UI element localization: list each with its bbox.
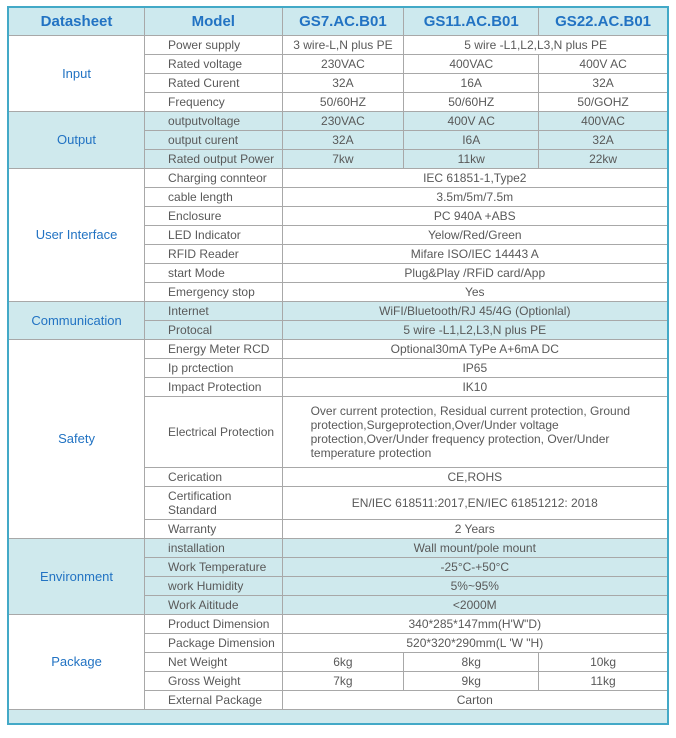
row-label: output curent: [145, 131, 283, 150]
row-label: installation: [145, 539, 283, 558]
row-label: Product Dimension: [145, 615, 283, 634]
spec-value: IP65: [282, 359, 667, 378]
row-label: Gross Weight: [145, 672, 283, 691]
spec-value: 50/GOHZ: [539, 93, 667, 112]
spec-value: 400V AC: [404, 112, 539, 131]
row-label: Frequency: [145, 93, 283, 112]
row-label: Certification Standard: [145, 487, 283, 520]
section-label-safety: Safety: [9, 340, 145, 539]
row-label: cable length: [145, 188, 283, 207]
spec-value: IEC 61851-1,Type2: [282, 169, 667, 188]
spec-row-charging-connteor: [9, 169, 667, 188]
row-label: Cerication: [145, 468, 283, 487]
spec-value: CE,ROHS: [282, 468, 667, 487]
row-label: outputvoltage: [145, 112, 283, 131]
spec-value: 400VAC: [404, 55, 539, 74]
spec-value: Mifare ISO/IEC 14443 A: [282, 245, 667, 264]
spec-value: 400VAC: [539, 112, 667, 131]
spec-row-product-dimension: [9, 615, 667, 634]
spec-value: 10kg: [539, 653, 667, 672]
spec-value: 6kg: [282, 653, 404, 672]
row-label: Power supply: [145, 36, 283, 55]
spec-value: 340*285*147mm(H'W"D): [282, 615, 667, 634]
row-label: Internet: [145, 302, 283, 321]
section-label-communication: Communication: [9, 302, 145, 340]
column-header-gs11: GS11.AC.B01: [404, 8, 539, 36]
spec-value: 5 wire -L1,L2,L3,N plus PE: [282, 321, 667, 340]
column-header-model: Model: [145, 8, 283, 36]
spec-value: 16A: [404, 74, 539, 93]
spec-value: WiFI/Bluetooth/RJ 45/4G (Optionlal): [282, 302, 667, 321]
spec-value: 11kg: [539, 672, 667, 691]
section-label-package: Package: [9, 615, 145, 710]
spec-value: 32A: [282, 131, 404, 150]
spec-value: 230VAC: [282, 112, 404, 131]
row-label: Work Aititude: [145, 596, 283, 615]
row-label: Impact Protection: [145, 378, 283, 397]
spec-value: 230VAC: [282, 55, 404, 74]
column-header-gs7: GS7.AC.B01: [282, 8, 404, 36]
section-label-input: Input: [9, 36, 145, 112]
spec-value: 520*320*290mm(L 'W "H): [282, 634, 667, 653]
spec-value: EN/IEC 618511:2017,EN/IEC 61851212: 2018: [282, 487, 667, 520]
row-label: Protocal: [145, 321, 283, 340]
footer-bar: [9, 710, 667, 724]
row-label: Rated output Power: [145, 150, 283, 169]
spec-row-power-supply: [9, 36, 667, 55]
column-header-gs22: GS22.AC.B01: [539, 8, 667, 36]
row-label: Enclosure: [145, 207, 283, 226]
row-label: start Mode: [145, 264, 283, 283]
section-label-output: Output: [9, 112, 145, 169]
spec-value: 11kw: [404, 150, 539, 169]
row-label: Net Weight: [145, 653, 283, 672]
row-label: Warranty: [145, 520, 283, 539]
spec-value: 400V AC: [539, 55, 667, 74]
spec-value: Plug&Play /RFiD card/App: [282, 264, 667, 283]
row-label: External Package: [145, 691, 283, 710]
spec-value: 50/60HZ: [404, 93, 539, 112]
spec-value: 32A: [282, 74, 404, 93]
spec-value: Yelow/Red/Green: [282, 226, 667, 245]
spec-row-internet: [9, 302, 667, 321]
spec-value: 7kw: [282, 150, 404, 169]
datasheet-table: [9, 8, 667, 723]
column-header-datasheet: Datasheet: [9, 8, 145, 36]
row-label: Charging connteor: [145, 169, 283, 188]
spec-value: <2000M: [282, 596, 667, 615]
spec-value: I6A: [404, 131, 539, 150]
row-label: Package Dimension: [145, 634, 283, 653]
row-label: Ip prctection: [145, 359, 283, 378]
section-label-environment: Environment: [9, 539, 145, 615]
row-label: LED Indicator: [145, 226, 283, 245]
spec-value: IK10: [282, 378, 667, 397]
spec-row-outputvoltage: [9, 112, 667, 131]
spec-value: Carton: [282, 691, 667, 710]
row-label: Energy Meter RCD: [145, 340, 283, 359]
row-label: RFID Reader: [145, 245, 283, 264]
spec-value: Over current protection, Residual current protection, Ground protection,Surgeprotection,Over/Under voltage protection,Over/Under frequency protection, Over/Under temperature protection: [282, 397, 667, 468]
spec-value: 5%~95%: [282, 577, 667, 596]
spec-table-body: [9, 36, 667, 724]
spec-value: 7kg: [282, 672, 404, 691]
spec-value: 32A: [539, 74, 667, 93]
row-label: Rated voltage: [145, 55, 283, 74]
spec-value: Wall mount/pole mount: [282, 539, 667, 558]
footer-bar-cell: [9, 710, 667, 724]
spec-value: 9kg: [404, 672, 539, 691]
spec-value: 2 Years: [282, 520, 667, 539]
row-label: Electrical Protection: [145, 397, 283, 468]
spec-value: 50/60HZ: [282, 93, 404, 112]
section-label-user-interface: User Interface: [9, 169, 145, 302]
spec-row-energy-meter-rcd: [9, 340, 667, 359]
spec-value: 32A: [539, 131, 667, 150]
spec-value: 3.5m/5m/7.5m: [282, 188, 667, 207]
datasheet-frame: [7, 6, 669, 725]
row-label: Work Temperature: [145, 558, 283, 577]
spec-value: 22kw: [539, 150, 667, 169]
header-row: [9, 8, 667, 36]
row-label: Emergency stop: [145, 283, 283, 302]
spec-value: Optional30mA TyPe A+6mA DC: [282, 340, 667, 359]
spec-row-installation: [9, 539, 667, 558]
row-label: work Humidity: [145, 577, 283, 596]
spec-value: 3 wire-L,N plus PE: [282, 36, 404, 55]
spec-value: 8kg: [404, 653, 539, 672]
row-label: Rated Curent: [145, 74, 283, 93]
spec-value: Yes: [282, 283, 667, 302]
spec-value: PC 940A +ABS: [282, 207, 667, 226]
spec-value: 5 wire -L1,L2,L3,N plus PE: [404, 36, 667, 55]
spec-value: -25°C-+50°C: [282, 558, 667, 577]
